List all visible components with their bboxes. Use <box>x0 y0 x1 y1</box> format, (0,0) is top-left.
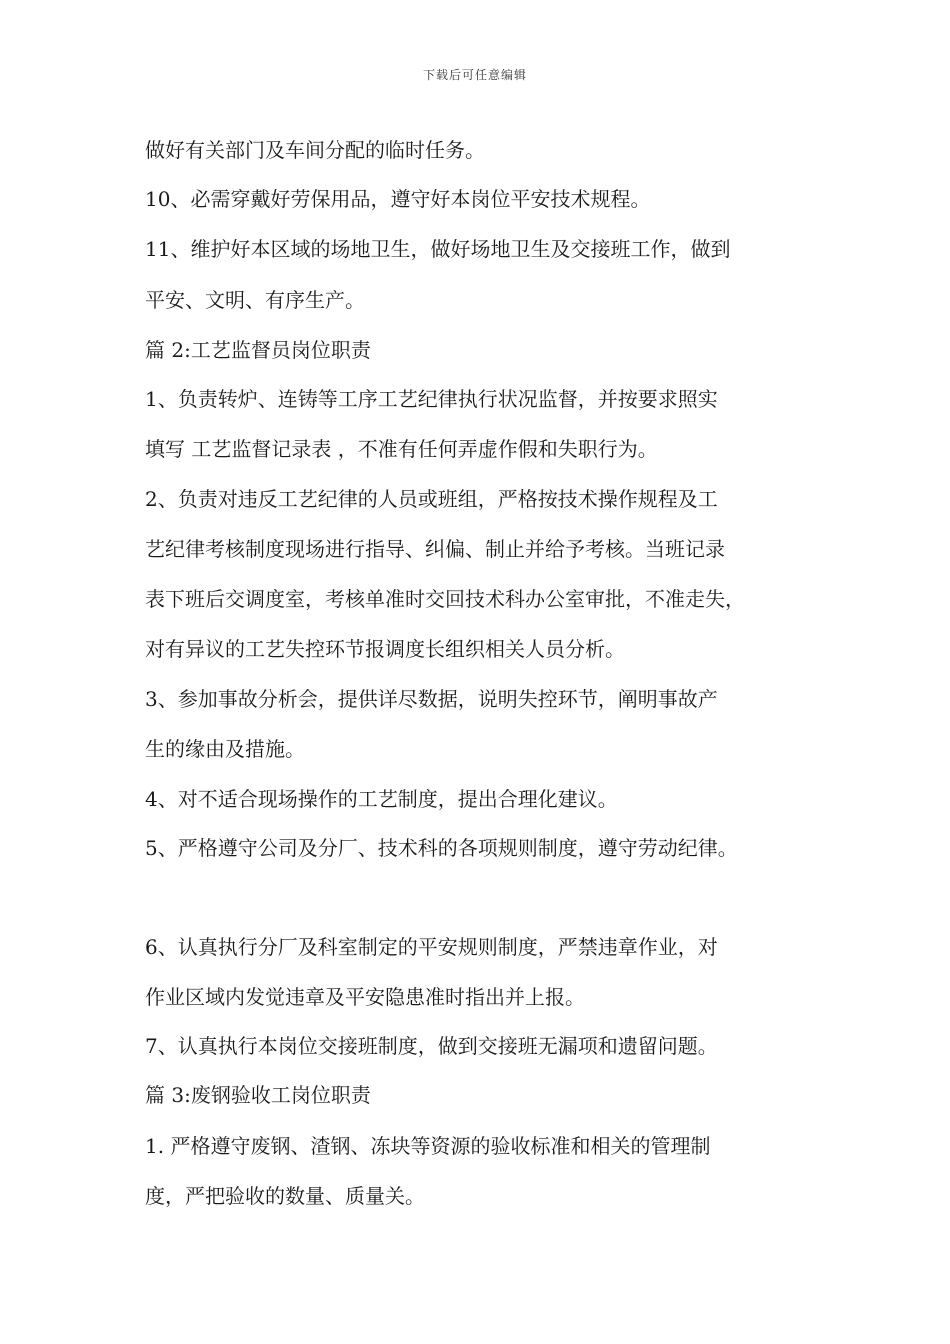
body-line: 10、必需穿戴好劳保用品，遵守好本岗位平安技术规程。 <box>145 187 651 211</box>
body-line: 度，严把验收的数量、质量关。 <box>145 1184 425 1208</box>
body-line: 3、参加事故分析会，提供详尽数据，说明失控环节，阐明事故产 <box>145 687 718 711</box>
body-line: 2、负责对违反工艺纪律的人员或班组，严格按技术操作规程及工 <box>145 487 718 511</box>
body-line: 艺纪律考核制度现场进行指导、纠偏、制止并给予考核。当班记录 <box>145 537 725 561</box>
body-line: 表下班后交调度室，考核单准时交回技术科办公室审批，不准走失， <box>145 587 745 611</box>
body-line: 7、认真执行本岗位交接班制度，做到交接班无漏项和遗留问题。 <box>145 1034 718 1058</box>
body-line: 生的缘由及措施。 <box>145 737 305 761</box>
body-line: 填写 工艺监督记录表 ，不准有任何弄虚作假和失职行为。 <box>145 437 658 461</box>
body-line: 5、严格遵守公司及分厂、技术科的各项规则制度，遵守劳动纪律。 <box>145 836 738 860</box>
body-line: 对有异议的工艺失控环节报调度长组织相关人员分析。 <box>145 637 625 661</box>
body-line: 做好有关部门及车间分配的临时任务。 <box>145 138 485 162</box>
body-line: 1、负责转炉、连铸等工序工艺纪律执行状况监督，并按要求照实 <box>145 387 718 411</box>
section-heading: 篇 3:废钢验收工岗位职责 <box>145 1083 371 1107</box>
body-line: 6、认真执行分厂及科室制定的平安规则制度，严禁违章作业，对 <box>145 935 718 959</box>
body-line: 作业区域内发觉违章及平安隐患准时指出并上报。 <box>145 985 585 1009</box>
body-line: 平安、文明、有序生产。 <box>145 288 365 312</box>
body-line: 11、维护好本区域的场地卫生，做好场地卫生及交接班工作，做到 <box>145 237 731 261</box>
page-header: 下载后可任意编辑 <box>422 68 527 82</box>
body-line: 4、对不适合现场操作的工艺制度，提出合理化建议。 <box>145 787 618 811</box>
body-line: 1. 严格遵守废钢、渣钢、冻块等资源的验收标准和相关的管理制 <box>145 1134 711 1158</box>
section-heading: 篇 2:工艺监督员岗位职责 <box>145 338 371 362</box>
